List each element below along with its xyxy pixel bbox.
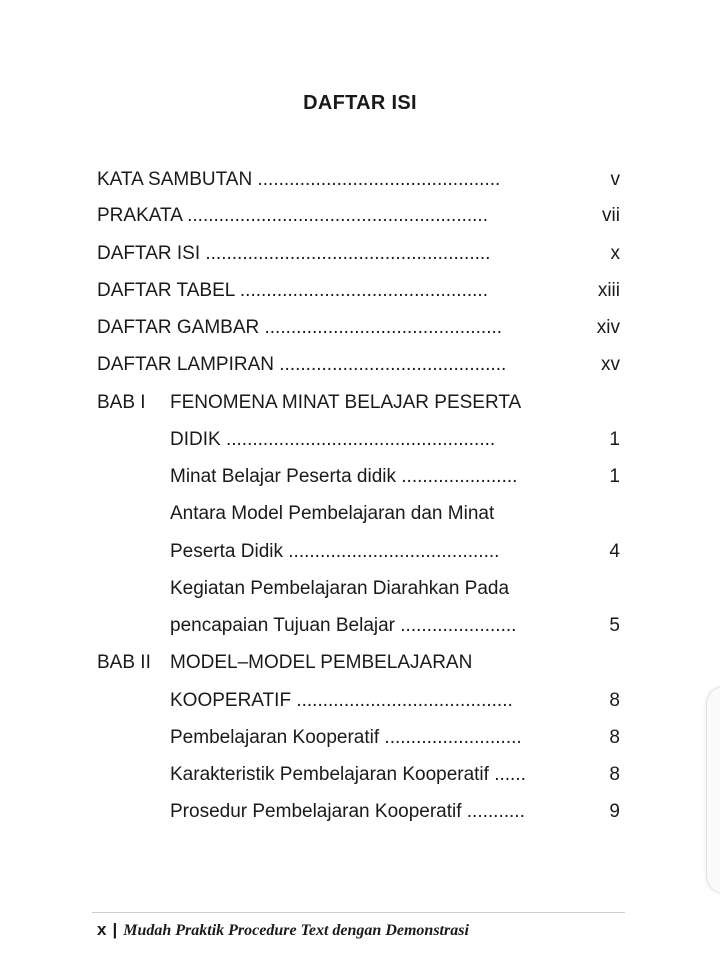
page-title: DAFTAR ISI (303, 92, 417, 114)
toc-entry-daftar-tabel (97, 277, 488, 305)
toc-entry-page: vii (602, 205, 620, 226)
toc-entry-text: KATA SAMBUTAN .............................................. (97, 169, 501, 190)
toc-entry-prakata (97, 202, 488, 230)
toc-subentry-cont: pencapaian Tujuan Belajar ...................... (170, 615, 517, 636)
toc-subentry: Antara Model Pembelajaran dan Minat (170, 503, 495, 524)
chapter-heading: MODEL–MODEL PEMBELAJARAN (170, 652, 473, 673)
toc-entry-page: 8 (609, 727, 620, 748)
toc-entry-page: xiii (597, 280, 620, 301)
toc-entry-text: DAFTAR LAMPIRAN ........................................... (97, 354, 507, 375)
toc-entry-text: DAFTAR GAMBAR ............................................. (97, 317, 503, 338)
toc-entry-page: x (610, 243, 620, 264)
toc-subentry: Minat Belajar Peserta didik ...................... (170, 466, 518, 487)
next-page-edge (706, 686, 720, 894)
toc-entry-text: PRAKATA ......................................................... (97, 205, 488, 226)
toc-entry-page: 4 (609, 541, 620, 562)
chapter-heading: FENOMENA MINAT BELAJAR PESERTA (170, 392, 522, 413)
toc-entry-page: v (610, 169, 620, 190)
page-footer (97, 918, 469, 942)
toc-entry-page: 9 (609, 801, 620, 822)
chapter-label: BAB II (97, 652, 151, 673)
chapter-heading-cont: KOOPERATIF ......................................... (170, 690, 513, 711)
toc-entry-page: 1 (609, 429, 620, 450)
toc-entry-text: DAFTAR TABEL ............................................... (97, 280, 488, 301)
chapter-heading-cont: DIDIK ................................................... (170, 429, 496, 450)
footer-separator: | (112, 920, 118, 939)
toc-entry-page: 8 (609, 690, 620, 711)
footer-page-number: x (97, 920, 107, 939)
toc-entry-text: DAFTAR ISI ...................................................... (97, 243, 491, 264)
toc-entry-page: xv (601, 354, 620, 375)
toc-subentry-cont: Peserta Didik ........................................ (170, 541, 500, 562)
toc-entry-kata-sambutan (97, 166, 500, 194)
toc-entry-page: 8 (609, 764, 620, 785)
toc-entry-page: 5 (609, 615, 620, 636)
footer-divider (92, 912, 625, 913)
toc-entry-daftar-lampiran (97, 351, 506, 379)
toc-subentry: Pembelajaran Kooperatif .......................... (170, 727, 522, 748)
toc-entry-daftar-isi (97, 240, 490, 268)
toc-entry-page: 1 (609, 466, 620, 487)
toc-entry-daftar-gambar (97, 314, 502, 342)
toc-subentry: Karakteristik Pembelajaran Kooperatif ...... (170, 764, 526, 785)
toc-subentry: Prosedur Pembelajaran Kooperatif ........... (170, 801, 525, 822)
toc-entry-page: xiv (596, 317, 620, 338)
chapter-label: BAB I (97, 392, 146, 413)
toc-subentry: Kegiatan Pembelajaran Diarahkan Pada (170, 578, 510, 599)
footer-book-title: Mudah Praktik Procedure Text dengan Demonstrasi (123, 922, 469, 939)
